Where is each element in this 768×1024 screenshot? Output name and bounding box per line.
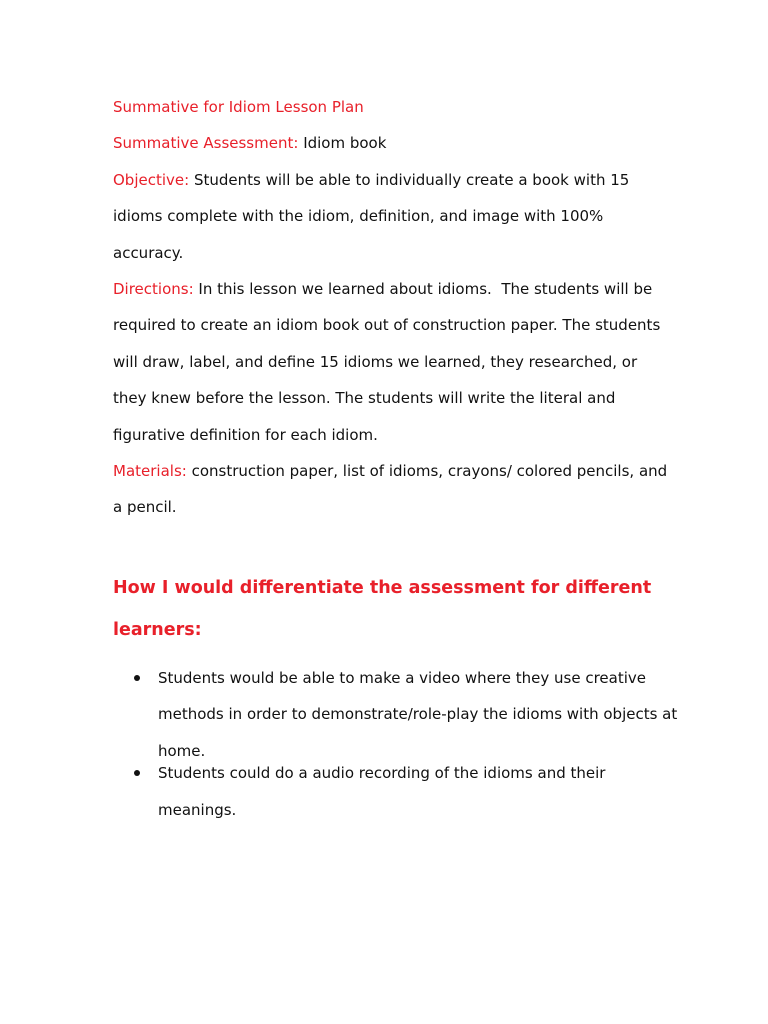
list-item xyxy=(158,755,678,828)
assessment-line xyxy=(113,125,668,161)
assessment-label: Summative Assessment: xyxy=(113,134,299,153)
materials-paragraph xyxy=(113,453,668,526)
directions-text: In this lesson we learned about idioms. The students will be required to create an idiom book out of construction paper. The students will draw, label, and define 15 idioms we learned, they researched, or they knew before the lesson. The students will write the literal and figurative definition for each idiom. xyxy=(113,280,666,444)
list-item xyxy=(158,660,678,770)
differentiation-heading: How I would differentiate the assessment for different learners: xyxy=(113,577,652,640)
bullet-icon xyxy=(134,675,140,681)
materials-label: Materials: xyxy=(113,462,187,481)
objective-label: Objective: xyxy=(113,170,190,189)
objective-text: Students will be able to individually create a book with 15 idioms complete with the idiom, definition, and image with 100% accuracy. xyxy=(113,170,630,262)
directions-paragraph xyxy=(113,271,668,453)
list-item-text: Students could do a audio recording of the idioms and their meanings. xyxy=(158,764,606,819)
materials-text: construction paper, list of idioms, crayons/ colored pencils, and a pencil. xyxy=(113,462,668,517)
objective-paragraph xyxy=(113,162,668,271)
differentiation-list xyxy=(113,660,678,829)
assessment-value: Idiom book xyxy=(303,134,387,153)
directions-label: Directions: xyxy=(113,280,194,299)
bullet-icon xyxy=(134,770,140,776)
list-item-text: Students would be able to make a video where they use creative methods in order to demonstrate/role-play the idioms with objects at home. xyxy=(158,668,678,760)
document-title: Summative for Idiom Lesson Plan xyxy=(113,98,364,116)
